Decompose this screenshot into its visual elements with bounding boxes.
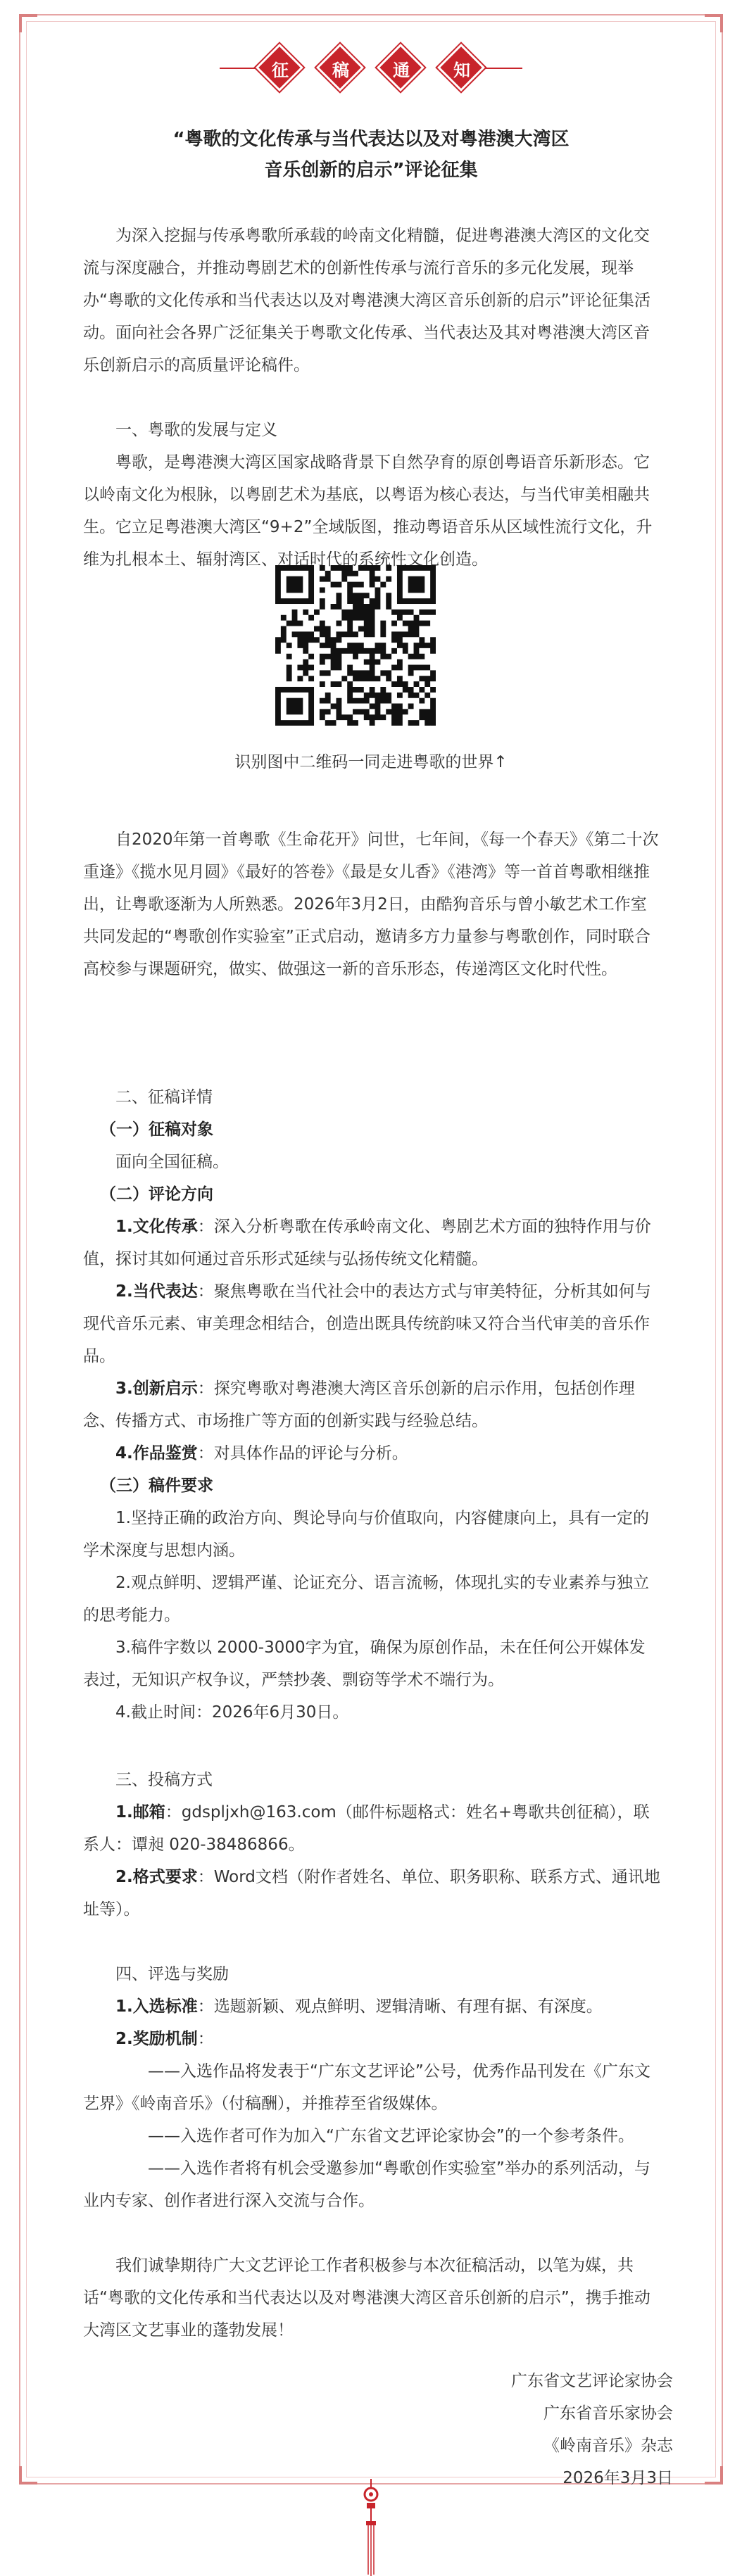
sub2-heading: （二）评论方向 <box>100 1185 213 1204</box>
sub3-heading: （三）稿件要求 <box>100 1477 213 1495</box>
direction-item: 4.作品鉴赏：对具体作品的评论与分析。 <box>115 1444 408 1463</box>
banner-tag: 稿 <box>320 48 361 89</box>
signature-org: 《岭南音乐》杂志 <box>543 2437 673 2455</box>
page-title: “粤歌的文化传承与当代表达以及对粤港澳大湾区 音乐创新的启示”评论征集 <box>172 129 570 181</box>
qr-caption: 识别图中二维码一同走进粤歌的世界↑ <box>234 753 508 771</box>
reward-heading: 2.奖励机制： <box>115 2030 214 2048</box>
section4-block <box>83 1958 660 2217</box>
corner-ornament <box>705 14 723 32</box>
signature-date: 2026年3月3日 <box>562 2469 673 2487</box>
sub1-text: 面向全国征稿。 <box>115 1153 229 1171</box>
corner-ornament <box>19 2466 37 2485</box>
deadline-item: 4.截止时间：2026年6月30日。 <box>115 1703 349 1722</box>
direction-item: 3.创新启示：探究粤歌对粤港澳大湾区音乐创新的启示作用，包括创作理念、传播方式、市场推广等方面的创新实践与经验总结。 <box>83 1379 635 1430</box>
section3-block <box>83 1764 660 1926</box>
banner-tag: 知 <box>441 48 482 89</box>
history-paragraph: 自2020年第一首粤歌《生命花开》问世，七年间，《每一个春天》《第二十次重逢》《揽水见月圆》《最好的答卷》《最是女儿香》《港湾》等一首首粤歌相继推出，让粤歌逐渐为人所熟悉。2026年3月2日，由酷狗音乐与曾小敏艺术工作室共同发起的“粤歌创作实验室”正式启动，邀请多方力量参与粤歌创作，同时联合高校参与课题研究，做实、做强这一新的音乐形态，传递湾区文化时代性。 <box>83 831 659 978</box>
section3-heading: 三、投稿方式 <box>115 1771 213 1789</box>
reward-item: ——入选作者将有机会受邀参加“粤歌创作实验室”举办的系列活动，与业内专家、创作者进行深入交流与合作。 <box>83 2159 650 2210</box>
corner-ornament <box>705 2466 723 2485</box>
signature-org: 广东省音乐家协会 <box>543 2404 673 2423</box>
standard-item: 1.入选标准：选题新颖、观点鲜明、逻辑清晰、有理有据、有深度。 <box>115 1997 603 2016</box>
qr-code-icon[interactable] <box>275 565 436 726</box>
signature-block <box>391 2365 673 2494</box>
banner-tag: 征 <box>260 48 301 89</box>
direction-item: 1.文化传承：深入分析粤歌在传承岭南文化、粤剧艺术方面的独特作用与价值，探讨其如何通过音乐形式延续与弘扬传统文化精髓。 <box>83 1218 651 1268</box>
knot-ornament-icon <box>360 2479 382 2576</box>
section1-heading: 一、粤歌的发展与定义 <box>115 421 277 439</box>
email-item: 1.邮箱：gdspljxh@163.com（邮件标题格式：姓名+粤歌共创征稿），联系人：谭昶 020-38486866。 <box>83 1803 650 1854</box>
direction-item: 2.当代表达：聚焦粤歌在当代社会中的表达方式与审美特征，分析其如何与现代音乐元素、审美理念相结合，创造出既具传统韵味又符合当代审美的音乐作品。 <box>83 1282 651 1365</box>
notice-banner <box>0 48 742 89</box>
section1-paragraph: 粤歌，是粤港澳大湾区国家战略背景下自然孕育的原创粤语音乐新形态。它以岭南文化为根脉，以粤剧艺术为基底，以粤语为核心表达，与当代审美相融共生。它立足粤港澳大湾区“9+2”全域版图，推动粤语音乐从区域性流行文化，升维为扎根本土、辐射湾区、对话时代的系统性文化创造。 <box>83 453 653 569</box>
signature-org: 广东省文艺评论家协会 <box>511 2372 673 2390</box>
sub1-heading: （一）征稿对象 <box>100 1120 213 1139</box>
closing-paragraph: 我们诚挚期待广大文艺评论工作者积极参与本次征稿活动，以笔为媒，共话“粤歌的文化传承和当代表达以及对粤港澳大湾区音乐创新的启示”，携手推动大湾区文艺事业的蓬勃发展！ <box>83 2256 650 2340</box>
closing-block <box>83 2249 660 2347</box>
section2-heading: 二、征稿详情 <box>115 1088 213 1106</box>
section2-block <box>83 1081 660 1729</box>
intro-block <box>83 220 660 576</box>
section1-history <box>83 823 660 985</box>
corner-ornament <box>19 14 37 32</box>
requirement-item: 2.观点鲜明、逻辑严谨、论证充分、语言流畅，体现扎实的专业素养与独立的思考能力。 <box>83 1574 649 1624</box>
section4-heading: 四、评选与奖励 <box>115 1965 229 1983</box>
requirement-item: 1.坚持正确的政治方向、舆论导向与价值取向，内容健康向上，具有一定的学术深度与思想内涵。 <box>83 1509 649 1560</box>
format-item: 2.格式要求：Word文档（附作者姓名、单位、职务职称、联系方式、通讯地址等）。 <box>83 1868 660 1919</box>
banner-tag: 通 <box>381 48 422 89</box>
reward-item: ——入选作品将发表于“广东文艺评论”公号，优秀作品刊发在《广东文艺界》《岭南音乐》（付稿酬），并推荐至省级媒体。 <box>83 2062 650 2113</box>
intro-paragraph: 为深入挖掘与传承粤歌所承载的岭南文化精髓，促进粤港澳大湾区的文化交流与深度融合，并推动粤剧艺术的创新性传承与流行音乐的多元化发展，现举办“粤歌的文化传承和当代表达以及对粤港澳大湾区音乐创新的启示”评论征集活动。面向社会各界广泛征集关于粤歌文化传承、当代表达及其对粤港澳大湾区音乐创新启示的高质量评论稿件。 <box>83 227 650 374</box>
reward-item: ——入选作者可作为加入“广东省文艺评论家协会”的一个参考条件。 <box>148 2127 634 2145</box>
requirement-item: 3.稿件字数以 2000-3000字为宜，确保为原创作品，未在任何公开媒体发表过，无知识产权争议，严禁抄袭、剽窃等学术不端行为。 <box>83 1639 646 1689</box>
